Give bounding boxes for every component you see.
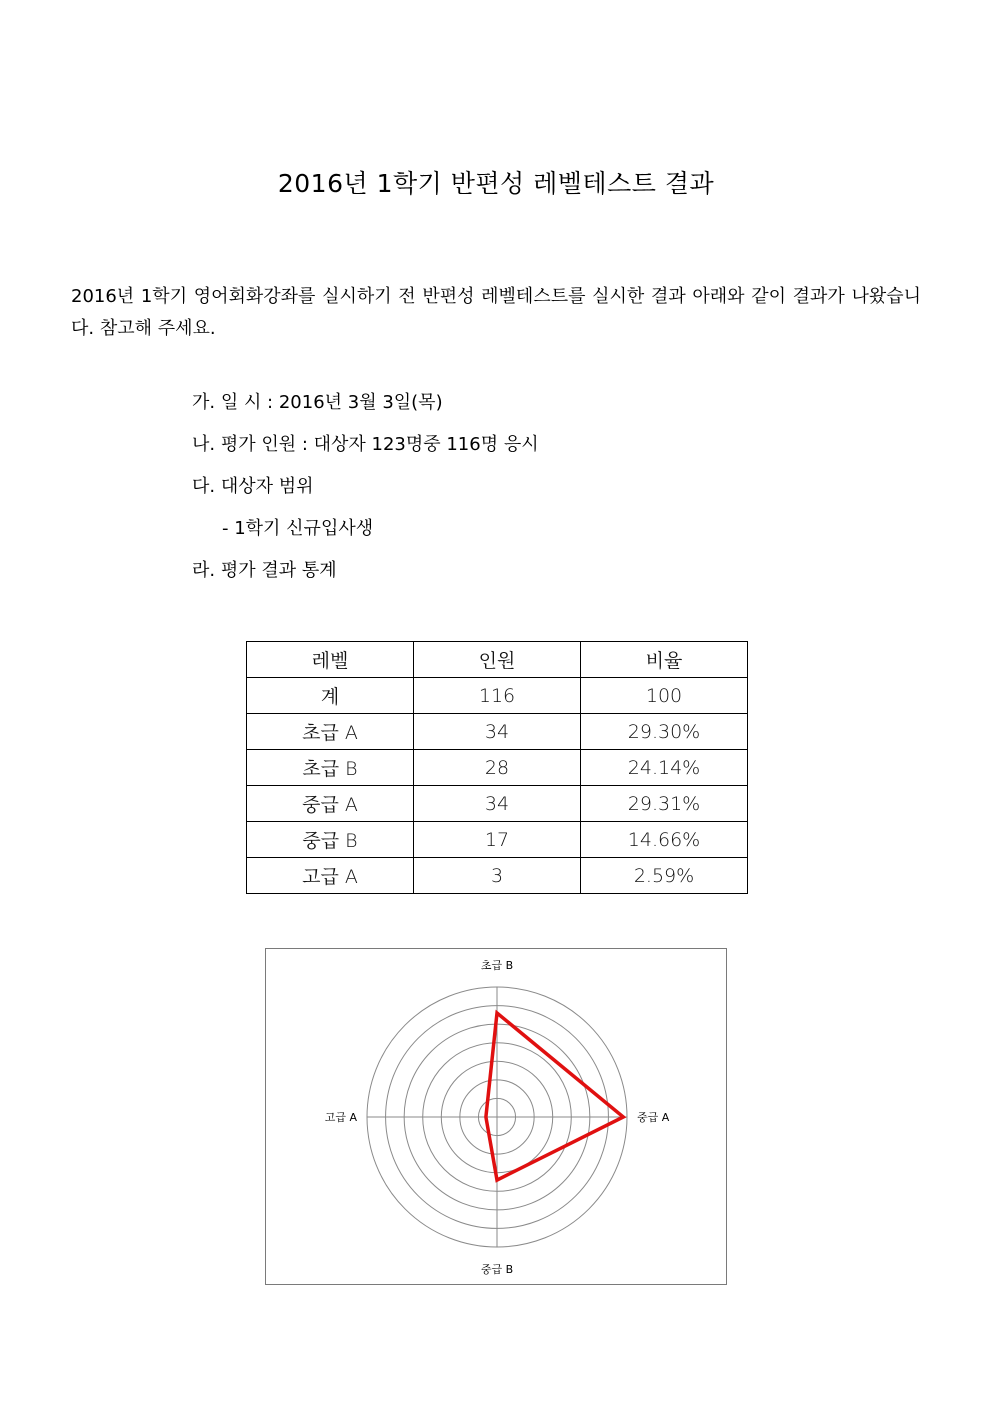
cell-count: 34 (414, 714, 581, 750)
cell-level: 중급 B (247, 822, 414, 858)
cell-level: 고급 A (247, 858, 414, 894)
cell-count: 17 (414, 822, 581, 858)
page-title: 2016년 1학기 반편성 레벨테스트 결과 (277, 169, 715, 198)
intro-paragraph: 2016년 1학기 영어회화강좌를 실시하기 전 반편성 레벨테스트를 실시한 결과 아래와 같이 결과가 나왔습니다. 참고해 주세요. (71, 286, 921, 339)
cell-ratio: 29.30% (581, 714, 748, 750)
table-row (247, 678, 748, 714)
header-level: 레벨 (247, 642, 414, 678)
cell-count: 116 (414, 678, 581, 714)
radar-chart (265, 948, 727, 1285)
header-ratio: 비율 (581, 642, 748, 678)
radar-axis-label: 초급 B (480, 959, 514, 972)
item-stats: 라. 평가 결과 통계 (192, 560, 337, 581)
item-date: 가. 일 시 : 2016년 3월 3일(목) (192, 392, 443, 413)
cell-ratio: 14.66% (581, 822, 748, 858)
item-scope: 다. 대상자 범위 (192, 476, 314, 497)
table-row (247, 822, 748, 858)
cell-ratio: 100 (581, 678, 748, 714)
radar-axis-label: 고급 A (324, 1111, 357, 1124)
table-header-row (247, 642, 748, 678)
cell-count: 28 (414, 750, 581, 786)
radar-axis-label: 중급 B (480, 1263, 514, 1276)
cell-level: 계 (247, 678, 414, 714)
results-table (246, 641, 748, 894)
radar-axis-label: 중급 A (637, 1111, 670, 1124)
cell-level: 초급 A (247, 714, 414, 750)
cell-level: 초급 B (247, 750, 414, 786)
item-participants: 나. 평가 인원 : 대상자 123명중 116명 응시 (192, 434, 539, 455)
cell-count: 34 (414, 786, 581, 822)
header-count: 인원 (414, 642, 581, 678)
cell-level: 중급 A (247, 786, 414, 822)
table-row (247, 714, 748, 750)
table-row (247, 750, 748, 786)
table-row (247, 858, 748, 894)
cell-ratio: 24.14% (581, 750, 748, 786)
cell-ratio: 2.59% (581, 858, 748, 894)
radar-chart-svg (266, 949, 726, 1284)
radar-series-line (486, 1013, 623, 1180)
cell-ratio: 29.31% (581, 786, 748, 822)
table-row (247, 786, 748, 822)
item-scope-detail: - 1학기 신규입사생 (222, 518, 374, 539)
cell-count: 3 (414, 858, 581, 894)
